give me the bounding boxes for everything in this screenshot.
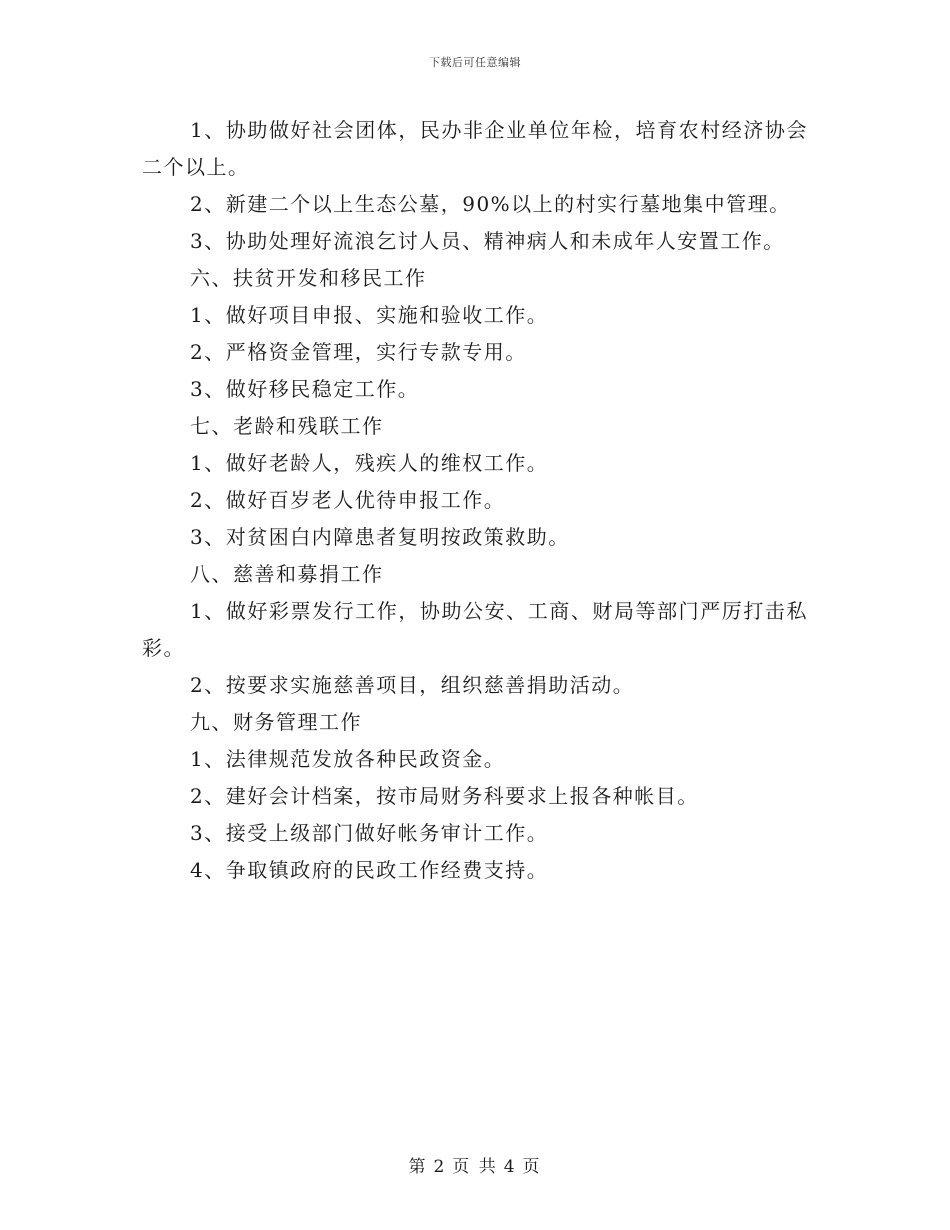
document-body	[142, 112, 808, 889]
section-heading-8: 八、慈善和募捐工作	[190, 562, 384, 586]
page-number-footer	[0, 1152, 950, 1177]
page-header-note: 下载后可任意编辑	[429, 56, 521, 69]
section-heading-9: 九、财务管理工作	[190, 710, 362, 734]
current-page-number: 2	[433, 1157, 447, 1177]
paragraph-9: 1、做好老龄人，残疾人的维权工作。	[190, 451, 549, 475]
paragraph-10: 2、做好百岁老人优待申报工作。	[190, 488, 506, 512]
paragraph-16: 1、法律规范发放各种民政资金。	[190, 747, 506, 771]
footer-middle: 页 共	[452, 1157, 498, 1177]
paragraph-18: 3、接受上级部门做好帐务审计工作。	[190, 821, 549, 845]
paragraph-1: 1、协助做好社会团体，民办非企业单位年检，培育农村经济协会二个以上。	[142, 118, 808, 179]
paragraph-17: 2、建好会计档案，按市局财务科要求上报各种帐目。	[190, 784, 699, 808]
footer-suffix: 页	[522, 1157, 542, 1177]
paragraph-11: 3、对贫困白内障患者复明按政策救助。	[190, 525, 570, 549]
paragraph-6: 2、严格资金管理，实行专款专用。	[190, 340, 527, 364]
section-heading-6: 六、扶贫开发和移民工作	[190, 266, 427, 290]
section-heading-7: 七、老龄和残联工作	[190, 414, 384, 438]
total-page-number: 4	[503, 1157, 517, 1177]
paragraph-3: 3、协助处理好流浪乞讨人员、精神病人和未成年人安置工作。	[190, 229, 785, 253]
footer-prefix: 第	[408, 1157, 428, 1177]
paragraph-2: 2、新建二个以上生态公墓，90%以上的村实行墓地集中管理。	[190, 192, 791, 216]
paragraph-19: 4、争取镇政府的民政工作经费支持。	[190, 858, 549, 882]
paragraph-14: 2、按要求实施慈善项目，组织慈善捐助活动。	[190, 673, 635, 697]
paragraph-5: 1、做好项目申报、实施和验收工作。	[190, 303, 549, 327]
paragraph-7: 3、做好移民稳定工作。	[190, 377, 420, 401]
paragraph-13: 1、做好彩票发行工作，协助公安、工商、财局等部门严厉打击私彩。	[142, 599, 808, 660]
